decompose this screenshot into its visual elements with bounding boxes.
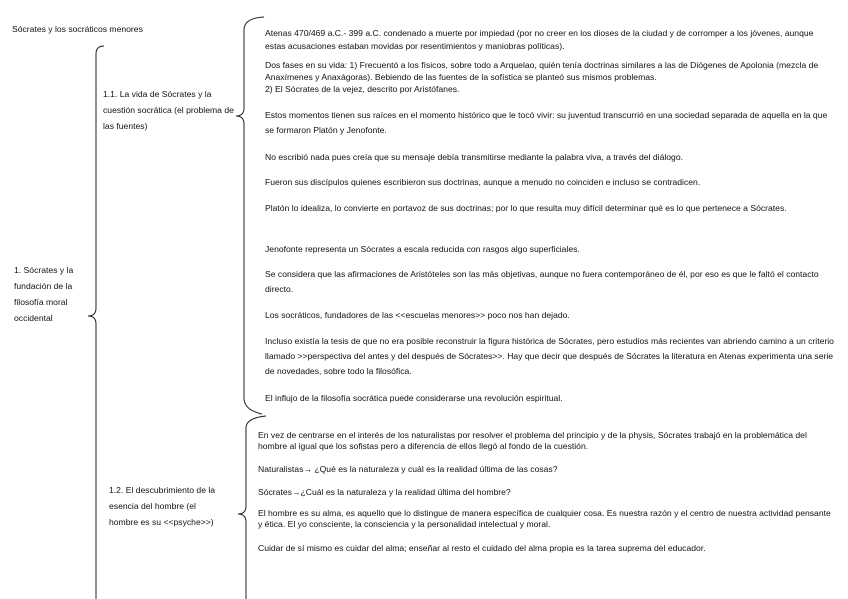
sub2-item-4: El hombre es su alma, es aquello que lo distingue de manera específica de cualquier cosa. Es nuestra razón y el centro de nuestra actividad pensante y ética. El yo consciente, la consciencia y la personalidad intelectual y moral.: [258, 508, 831, 529]
sub1-item-4: No escribió nada pues creía que su mensaje debía transmitirse mediante la palabra viva, a través del diálogo.: [265, 152, 683, 162]
sub1-item-7: Jenofonte representa un Sócrates a escala reducida con rasgos algo superficiales.: [265, 244, 580, 254]
sub1-item-1: Atenas 470/469 a.C.- 399 a.C. condenado a muerte por impiedad (por no creer en los dioses de la ciudad y de corromper a los jóvenes, aunque estas acusaciones estaban movidas por resentimientos y maniobras políticas).: [265, 28, 814, 51]
section1-label: 1. Sócrates y la fundación de la filosofía moral occidental: [14, 265, 74, 323]
sub1-item-8: Se considera que las afirmaciones de Aristóteles son las más objetivas, aunque no fuera contemporáneo de él, por eso es que le faltó el contacto directo.: [265, 269, 819, 294]
sub1-item-2: Dos fases en su vida: 1) Frecuentó a los físicos, sobre todo a Arquelao, quién tenía doctrinas similares a las de Diógenes de Apolonia (mezcla de Anaxímenes y Anaxágoras). Bebiendo de las fuentes de la sofística se planteó sus mismos problemas. 2) El Sócrates de la vejez, descrito por Aristófanes.: [265, 60, 819, 94]
sub1-item-9: Los socráticos, fundadores de las <<escuelas menores>> poco nos han dejado.: [265, 310, 570, 320]
sub1-item-6: Platón lo idealiza, lo convierte en portavoz de sus doctrinas; por lo que resulta muy difícil determinar qué es lo que pertenece a Sócrates.: [265, 203, 787, 213]
sub1-item-5: Fueron sus discípulos quienes escribieron sus doctrinas, aunque a menudo no coinciden e incluso se contradicen.: [265, 177, 701, 187]
sub1-item-10: Incluso existía la tesis de que no era posible reconstruir la figura histórica de Sócrates, pero estudios más recientes van abriendo camino a un criterio llamado >>perspectiva del antes y del después de Sócrates>>. Hay que decir que después de Sócrates la literatura en Atenas experimenta una serie de novedades, sobre todo la filosófica.: [265, 336, 834, 376]
sub2-item-3: Sócrates→¿Cuál es la naturaleza y la realidad última del hombre?: [258, 487, 511, 497]
sub1-brace: [236, 17, 264, 414]
sub1-item-3: Estos momentos tienen sus raíces en el momento histórico que le tocó vivir: su juventud transcurrió en una sociedad separada de aquella en la que se formaron Platón y Jenofonte.: [265, 110, 828, 135]
sub2-item-1: En vez de centrarse en el interés de los naturalistas por resolver el problema del principio y de la physis, Sócrates trabajó en la problemática del hombre al igual que los sofistas pero a diferencia de ellos llegó al fondo de la cuestión.: [258, 430, 807, 451]
sub2-item-2: Naturalistas→ ¿Qué es la naturaleza y cuál es la realidad última de las cosas?: [258, 464, 558, 474]
sub2-item-5: Cuidar de sí mismo es cuidar del alma; enseñar al resto el cuidado del alma propia es la tarea suprema del educador.: [258, 543, 706, 553]
sub1-item-11: El influjo de la filosofía socrática puede considerarse una revolución espiritual.: [265, 393, 563, 403]
sub1-label: 1.1. La vida de Sócrates y la cuestión socrática (el problema de las fuentes): [103, 89, 234, 131]
page-title: Sócrates y los socráticos menores: [12, 24, 143, 34]
sub2-label: 1.2. El descubrimiento de la esencia del hombre (el hombre es su <<psyche>>): [109, 485, 216, 527]
